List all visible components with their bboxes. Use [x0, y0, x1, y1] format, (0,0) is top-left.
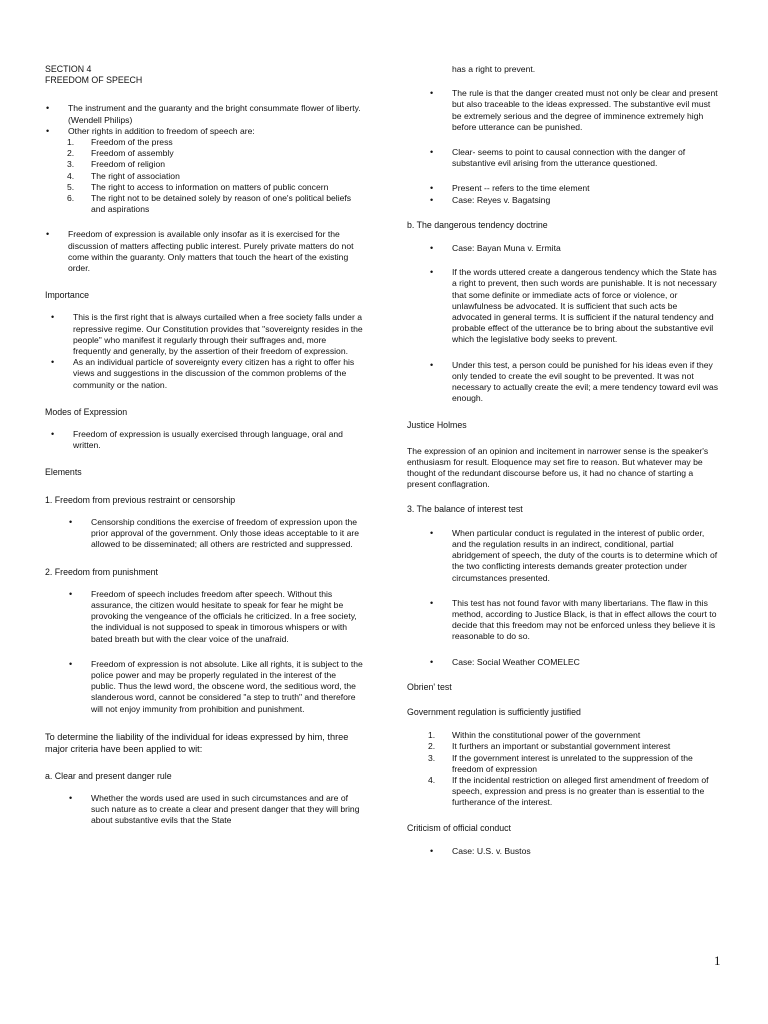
page-number: 1: [714, 953, 721, 968]
list-item: 4. The right of association: [67, 170, 180, 181]
importance-list: [73, 312, 363, 390]
element2-list: [91, 589, 363, 715]
obrien-list: [428, 730, 719, 808]
rule-a-list: [91, 793, 363, 827]
rule-b-case-list: [452, 243, 719, 254]
list-item: • Freedom of expression is usually exercised through language, oral and written.: [73, 429, 363, 451]
section-number: SECTION 4: [45, 64, 92, 74]
holmes-text: The expression of an opinion and incitement in narrower sense is the speaker's enthusiasm for result. Eloquence may set fire to reason. But whatever may be thought of the redundant discourse before us, it had no chance of starting a present conflagration.: [407, 445, 709, 490]
rule-c-list: [452, 528, 719, 668]
rights-list: [67, 137, 361, 215]
list-item: • Case: Reyes v. Bagatsing: [452, 195, 719, 206]
list-item: • If the words uttered create a dangerous tendency which the State has a right to prevent, then such words are punishable. It is not necessary that some definite or immediate acts of force or violence, or unlawfulness be advocated. It is sufficient that such acts be advocated in general terms. It is sufficient if the natural tendency and probable effect of the utterance be to bring about the substantive evil which the legislative body seeks to prevent.: [452, 267, 719, 345]
list-item: • Freedom of expression is available only insofar as it is exercised for the discussion of matters affecting public interest. Purely private matters do not come within the guaranty. Only matters that touch the heart of the existing order.: [68, 229, 363, 274]
importance-heading: Importance: [45, 290, 90, 301]
list-item: 2. Freedom of assembly: [67, 148, 174, 159]
list-item: 3. If the government interest is unrelated to the suppression of the freedom of expression: [428, 752, 693, 774]
page-title: FREEDOM OF SPEECH: [45, 75, 143, 86]
list-item: 5. The right to access to information on matters of public concern: [67, 181, 329, 192]
rule-b-list: [452, 267, 719, 404]
element1-list: [91, 517, 363, 551]
rule-b-heading: b. The dangerous tendency doctrine: [407, 219, 548, 230]
list-item: 1. Within the constitutional power of the government: [428, 730, 641, 741]
liability-text: To determine the liability of the individual for ideas expressed by him, three major criteria have been applied to wit:: [45, 731, 349, 754]
list-item: • Case: Bayan Muna v. Ermita: [452, 243, 719, 254]
list-item: • Present -- refers to the time element: [452, 183, 719, 194]
elements-heading: Elements: [45, 467, 82, 478]
list-item: • Case: Social Weather COMELEC: [452, 657, 719, 668]
list-item: • Freedom of expression is not absolute. Like all rights, it is subject to the police power and may be properly regulated in the interest of the public. Thus the lewd word, the obscene word, the seditious word, the slanderous word, cannot be considered "a step to truth" and therefore will not enjoy immunity from prohibition and punishment.: [91, 659, 363, 715]
intro-list: [68, 103, 363, 137]
present-list: [452, 183, 719, 205]
obrien-heading: Obrien' test: [407, 681, 452, 692]
list-item: • The rule is that the danger created must not only be clear and present but also traceable to the ideas expressed. The substantive evil must be extremely serious and the degree of imminence extremely high before utterance can be punished.: [452, 88, 719, 133]
list-item: • This test has not found favor with many libertarians. The flaw in this method, according to Justice Black, is that in effect allows the court to decide that this freedom may not be enforced unless they believe it is reasonable to do so.: [452, 598, 719, 643]
element2-heading: 2. Freedom from punishment: [45, 566, 158, 577]
element1-heading: 1. Freedom from previous restraint or censorship: [45, 494, 236, 505]
govt-heading: Government regulation is sufficiently justified: [407, 706, 581, 717]
list-item: • Under this test, a person could be punished for his ideas even if they only tended to create the evil sought to be prevented. It was not necessary to actually create the evil; a mere tendency toward evil was enough.: [452, 360, 719, 405]
rule-a-heading: a. Clear and present danger rule: [45, 770, 172, 781]
list-item: • Whether the words used are used in such circumstances and are of such nature as to create a clear and present danger that they will bring about substantive evils that the State: [91, 793, 363, 827]
list-item: • Censorship conditions the exercise of freedom of expression upon the prior approval of the government. Only those ideas acceptable to it are allowed to be disseminated; all others are restricted and suppressed.: [91, 517, 363, 551]
list-item: • When particular conduct is regulated in the interest of public order, and the regulation results in an indirect, conditional, partial abridgement of speech, the duty of the courts is to determine which of the two conflicting interests demands greater protection under circumstances presented.: [452, 528, 719, 584]
list-item: • Case: U.S. v. Bustos: [452, 846, 719, 857]
expression-list: [68, 229, 363, 274]
list-item: 1. Freedom of the press: [67, 137, 173, 148]
rule-list: [452, 88, 719, 169]
list-item: • As an individual particle of sovereignty every citizen has a right to offer his views and suggestions in the discussion of the common problems of the community or the nation.: [73, 357, 363, 391]
list-item: • Other rights in addition to freedom of speech are:: [68, 126, 363, 137]
list-item: • The instrument and the guaranty and the bright consummate flower of liberty. (Wendell Philips): [68, 103, 363, 125]
list-item: • Freedom of speech includes freedom after speech. Without this assurance, the citizen would hesitate to speak for fear he might be provoking the vengeance of the officials he criticized. In a free society, the individual is not supposed to speak in timorous whispers or with bated breath but with the clear voice of the unafraid.: [91, 589, 363, 645]
criticism-list: [452, 846, 719, 857]
list-item: 2. It furthers an important or substantial government interest: [428, 741, 671, 752]
right-column: [407, 64, 719, 857]
list-item: 3. Freedom of religion: [67, 159, 166, 170]
list-item: • This is the first right that is always curtailed when a free society falls under a repressive regime. Our Constitution provides that "sovereignty resides in the people" who manifest it regularly through their suffrages and, more frequently and generally, by the assertion of their freedom of expression.: [73, 312, 363, 357]
continuation-text: has a right to prevent.: [452, 64, 536, 74]
list-item: 6. The right not to be detained solely by reason of one's political beliefs and aspirations: [67, 193, 352, 215]
criticism-heading: Criticism of official conduct: [407, 822, 511, 833]
list-item: 4. If the incidental restriction on alleged first amendment of freedom of speech, expression and press is no greater than is essential to the furtherance of the interest.: [428, 774, 709, 808]
modes-heading: Modes of Expression: [45, 406, 128, 417]
left-column: [45, 64, 363, 827]
rule-c-heading: 3. The balance of interest test: [407, 504, 523, 515]
modes-list: [73, 429, 363, 451]
holmes-heading: Justice Holmes: [407, 420, 467, 431]
list-item: • Clear- seems to point to causal connection with the danger of substantive evil arising from the utterance questioned.: [452, 147, 719, 169]
